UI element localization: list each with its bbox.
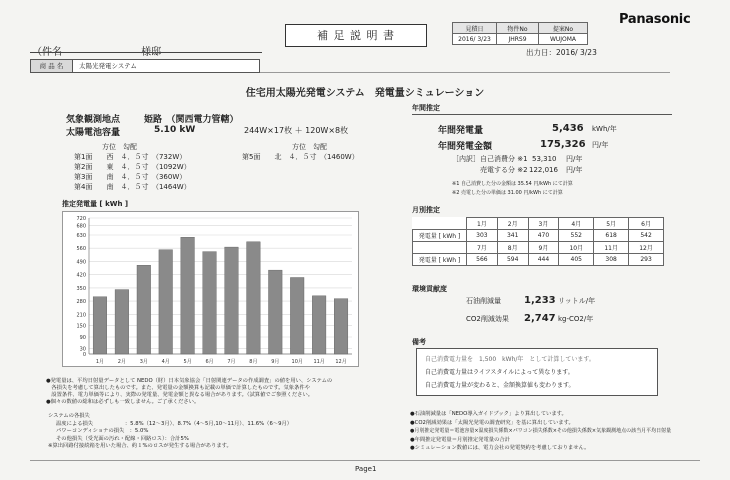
loss-title: システムの各損失 [48,413,90,419]
note-line: ●個々の数値の総和は必ずしも一致しません。ご了承ください。 [46,399,200,405]
customer-name-line [32,40,232,59]
bar-6 [203,252,217,354]
self-consumption-value: 53,310 [532,155,557,163]
env-section-title: 環境貢献度 [412,285,447,293]
y-tick-label: 630 [76,233,86,239]
y-tick-label: 150 [76,323,86,330]
meta-header-date: 見積日 [453,23,497,34]
annual-section-title: 年間推定 [412,104,440,112]
document-title: 補 足 説 明 書 [285,24,427,47]
meta-proposal-no: WUJOMA [539,34,588,45]
month-value: 308 [594,254,629,266]
left-notes [46,378,332,406]
co2-value: 2,747 [524,313,556,324]
bar-11 [312,296,326,354]
obs-label: 気象観測地点 [66,115,121,125]
month-header: 10月 [559,242,594,254]
monthly-header-row-1 [413,218,664,230]
remarks-title: 備考 [412,338,426,346]
row-label: 発電量 [ kWh ] [413,254,467,266]
remark-line-2: 自己消費電力量はライフスタイルによって異なります。 [425,369,574,376]
panasonic-logo: Panasonic [619,12,691,27]
footer-rule [30,460,700,461]
page-number: Page1 [355,465,377,473]
capacity-detail: 244W×17枚 ＋ 120W×8枚 [244,126,349,135]
annual-amount-value: 175,326 [540,139,586,150]
obs-value: 姫路 （関西電力管轄） [144,115,239,125]
y-tick-label: 720 [76,216,86,222]
direction-header: 方位 勾配 [102,143,137,151]
month-header: 12月 [629,242,664,254]
y-tick-label: 210 [76,312,86,319]
remark-line-1: 自己消費電力量を 1,500 kWh/年 として計算しています。 [425,356,595,363]
monthly-value-row-2 [413,254,664,266]
customer-suffix: 様邸 [141,47,162,58]
y-tick-label: 560 [76,246,86,253]
month-header: 11月 [594,242,629,254]
chart-title: 推定発電量 [ kWh ] [62,200,129,208]
annual-note-1: ※1 自己消費した分の金額は 35.54 円/kWh にて計算 [452,181,573,187]
right-note: ●月別推定発電量＝電池容量×温度損失係数×パワコン損失係数×その他損失係数×気象観測地点の該当月平均日射量 [410,428,672,434]
month-value: 552 [559,230,594,242]
remarks-box [416,348,658,396]
bar-10 [290,278,304,355]
month-value: 293 [629,254,664,266]
x-tick-label: 9月 [271,359,280,365]
product-row [30,59,260,73]
bar-4 [159,250,173,354]
oil-label: 石油削減量 [466,297,501,305]
y-tick-label: 350 [76,285,86,292]
bar-5 [181,237,195,354]
monthly-generation-chart [63,212,360,368]
sell-unit: 円/年 [566,166,583,174]
header-rule [260,72,670,73]
month-value: 618 [594,230,629,242]
month-value: 542 [629,230,664,242]
x-tick-label: 1月 [95,359,105,365]
face-1: 第1面 西 ４．５寸 （732W） [74,153,187,161]
bar-9 [268,270,282,354]
month-header: 3月 [528,218,559,230]
x-tick-label: 7月 [227,359,236,365]
month-header: 8月 [497,242,528,254]
month-value: 405 [559,254,594,266]
sell-label: 売電する分 ※2 [480,166,528,174]
detail-label: ［内訳］ [452,155,480,163]
month-header: 2月 [497,218,528,230]
x-tick-label: 6月 [205,359,214,365]
remark-line-3: 自己消費電力量が変わると、金額換算値も変わります。 [425,382,575,389]
bar-7 [225,247,239,354]
x-tick-label: 8月 [249,359,258,365]
x-tick-label: 2月 [117,359,126,365]
y-tick-label: 420 [76,272,86,279]
right-note: ●CO2削減効果は「太陽光発電の調査研究」を基に算出しています。 [410,419,574,426]
y-tick-label: 680 [76,223,86,230]
loss-line: ※算出回路付接続箱を用いた場合、約１%のロスが発生する場合があります。 [48,443,232,449]
annual-gen-unit: kWh/年 [592,125,617,133]
annual-note-2: ※2 売電した分の単価は 31.00 円/kWh にて計算 [452,190,563,196]
face-3: 第3面 南 ４．５寸 （360W） [74,173,187,181]
right-note: ●石油削減量は「NEDO導入ガイドブック」より算出しています。 [410,411,567,417]
month-value: 566 [467,254,498,266]
product-label: 商 品 名 [31,60,73,72]
annual-amount-label: 年間発電金額 [438,142,493,152]
annual-gen-value: 5,436 [552,123,584,134]
output-date: 出力日：2016/ 3/23 [526,48,597,57]
capacity-label: 太陽電池容量 [66,128,121,138]
right-note: ●年間推定発電量＝月別推定発電量の合計 [410,436,510,443]
x-tick-label: 4月 [161,359,170,365]
meta-date: 2016/ 3/23 [453,34,497,45]
loss-line: 温度による損失 ：5.8%（12～3月）、8.7%（4～5月,10～11月）、11.6%（6～9月） [56,420,293,427]
month-value: 594 [497,254,528,266]
bar-3 [137,265,151,354]
bar-12 [334,299,348,354]
x-tick-label: 12月 [335,359,347,365]
product-value: 太陽光発電システム [79,62,137,70]
y-tick-label: 490 [76,259,86,266]
bar-8 [247,242,261,354]
note-line: ●発電量は、平均日射量データとして NEDO（財）日本気象協会「日射関連データの作成調査」の値を用い、システムの [46,378,333,384]
right-notes [410,410,671,453]
meta-property-no: JHRS9 [497,34,539,45]
month-header: 5月 [594,218,629,230]
month-header: 6月 [629,218,664,230]
x-tick-label: 3月 [139,359,148,365]
month-header: 1月 [467,218,498,230]
main-title: 住宅用太陽光発電システム 発電量シミュレーション [245,88,485,99]
y-tick-label: 90 [79,335,86,341]
chart-frame [62,211,359,367]
annual-amount-unit: 円/年 [592,141,609,149]
bar-2 [115,290,129,354]
co2-label: CO2削減効果 [466,315,509,323]
direction-header-2: 方位 勾配 [292,143,327,151]
month-value: 303 [467,230,498,242]
self-consumption-unit: 円/年 [566,155,583,163]
face-4: 第4面 南 ４．５寸 （1464W） [74,183,191,191]
customer-prefix: （件名 [32,47,62,58]
loss-notes [48,413,292,451]
self-consumption-label: 自己消費分 ※1 [480,155,528,163]
month-header: 7月 [467,242,498,254]
x-tick-label: 5月 [183,359,192,365]
note-line: 各損失を考慮して算出したものです。また、発電量の金額換算も記載の単価で計算したものです。気象条件や [46,385,310,391]
oil-value: 1,233 [524,295,556,306]
right-note: ●シミュレーション数値には、電力会社の発電契約を考慮しておりません。 [410,445,590,451]
monthly-header-row-2 [413,242,664,254]
note-line: 設置条件、電力単価等により、実際の発電量、発電金額と異なる場合があります。（試算値でご参照ください。 [46,392,314,398]
face-5: 第5面 北 ４．５寸 （1460W） [242,153,359,161]
y-tick-label: 280 [76,299,86,306]
bar-1 [93,297,107,354]
face-2: 第2面 東 ４．５寸 （1092W） [74,163,191,171]
x-tick-label: 11月 [313,359,325,365]
meta-table [452,22,588,45]
y-tick-label: 30 [79,346,86,353]
monthly-section-title: 月別推定 [412,206,440,214]
loss-line: その他損失（受光面の汚れ・配線・回路ロス）：合計5% [56,435,189,442]
month-value: 341 [497,230,528,242]
month-header: 4月 [559,218,594,230]
co2-unit: kg-CO2/年 [558,315,594,323]
month-header: 9月 [528,242,559,254]
y-tick-label: 0 [82,352,86,358]
oil-unit: リットル/年 [558,297,596,305]
meta-header-proposal: 提案No [539,23,588,34]
sell-value: 122,016 [529,166,558,174]
monthly-value-row-1 [413,230,664,242]
annual-rule [412,114,672,115]
customer-underline [30,52,262,53]
capacity-value: 5.10 kW [154,125,196,135]
x-tick-label: 10月 [291,359,303,365]
row-label: 発電量 [ kWh ] [413,230,467,242]
month-value: 444 [528,254,559,266]
month-value: 470 [528,230,559,242]
annual-gen-label: 年間発電量 [438,126,484,136]
loss-line: パワーコンディショナの損失 ：5.0% [56,428,149,434]
monthly-table [412,217,664,266]
meta-header-property: 物件No [497,23,539,34]
